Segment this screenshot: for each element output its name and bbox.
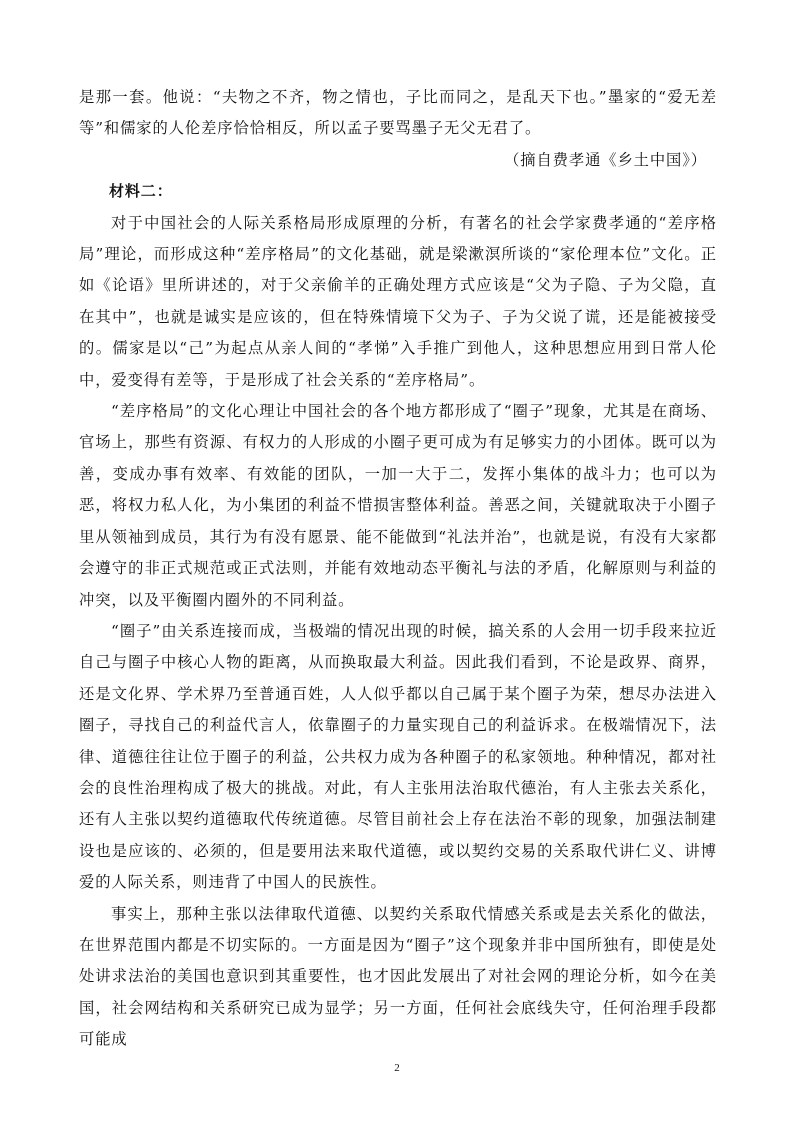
document-body [79, 82, 717, 1056]
body-paragraph: 事实上，那种主张以法律取代道德、以契约关系取代情感关系或是去关系化的做法，在世界范围内都是不切实际的。一方面是因为“圈子”这个现象并非中国所独有，即使是处处讲求法治的美国也意识到其重要性，也才因此发展出了对社会网的理论分析，如今在美国，社会网结构和关系研究已成为显学；另一方面，任何社会底线失守，任何治理手段都可能成 [79, 904, 717, 1049]
continuation-paragraph: 是那一套。他说：“夫物之不齐，物之情也，子比而同之，是乱天下也。”墨家的“爱无差等”和儒家的人伦差序恰恰相反，所以孟子要骂墨子无父无君了。 [79, 88, 717, 138]
body-paragraph: 对于中国社会的人际关系格局形成原理的分析，有著名的社会学家费孝通的“差序格局”理论，而形成这种“差序格局”的文化基础，就是梁漱溟所谈的“家伦理本位”文化。正如《论语》里所讲述的，对于父亲偷羊的正确处理方式应该是“父为子隐、子为父隐，直在其中”，也就是诚实是应该的，但在特殊情境下父为子、子为父说了谎，还是能被接受的。儒家是以“己”为起点从亲人间的“孝悌”入手推广到他人，这种思想应用到日常人伦中，爱变得有差等，于是形成了社会关系的“差序格局”。 [79, 213, 717, 389]
body-paragraph: “差序格局”的文化心理让中国社会的各个地方都形成了“圈子”现象，尤其是在商场、官场上，那些有资源、有权力的人形成的小圈子更可成为有足够实力的小团体。既可以为善，变成办事有效率、有效能的团队，一加一大于二，发挥小集体的战斗力；也可以为恶，将权力私人化，为小集团的利益不惜损害整体利益。善恶之间，关键就取决于小圈子里从领袖到成员，其行为有没有愿景、能不能做到“礼法并治”，也就是说，有没有大家都会遵守的非正式规范或正式法则，并能有效地动态平衡礼与法的矛盾，化解原则与利益的冲突，以及平衡圈内圈外的不同利益。 [79, 402, 717, 609]
body-paragraph: “圈子”由关系连接而成，当极端的情况出现的时候，搞关系的人会用一切手段来拉近自己与圈子中核心人物的距离，从而换取最大利益。因此我们看到，不论是政界、商界，还是文化界、学术界乃至普通百姓，人人似乎都以自己属于某个圈子为荣，想尽办法进入圈子，寻找自己的利益代言人，依靠圈子的力量实现自己的利益诉求。在极端情况下，法律、道德往往让位于圈子的利益，公共权力成为各种圈子的私家领地。种种情况，都对社会的良性治理构成了极大的挑战。对此，有人主张用法治取代德治，有人主张去关系化，还有人主张以契约道德取代传统道德。尽管目前社会上存在法治不彰的现象，加强法制建设也是应该的、必须的，但是要用法来取代道德，或以契约交易的关系取代讲仁义、讲博爱的人际关系，则违背了中国人的民族性。 [79, 621, 717, 892]
source-citation: （摘自费孝通《乡土中国》） [504, 150, 707, 169]
section-heading: 材料二： [109, 182, 173, 201]
page-number: 2 [394, 1062, 400, 1074]
